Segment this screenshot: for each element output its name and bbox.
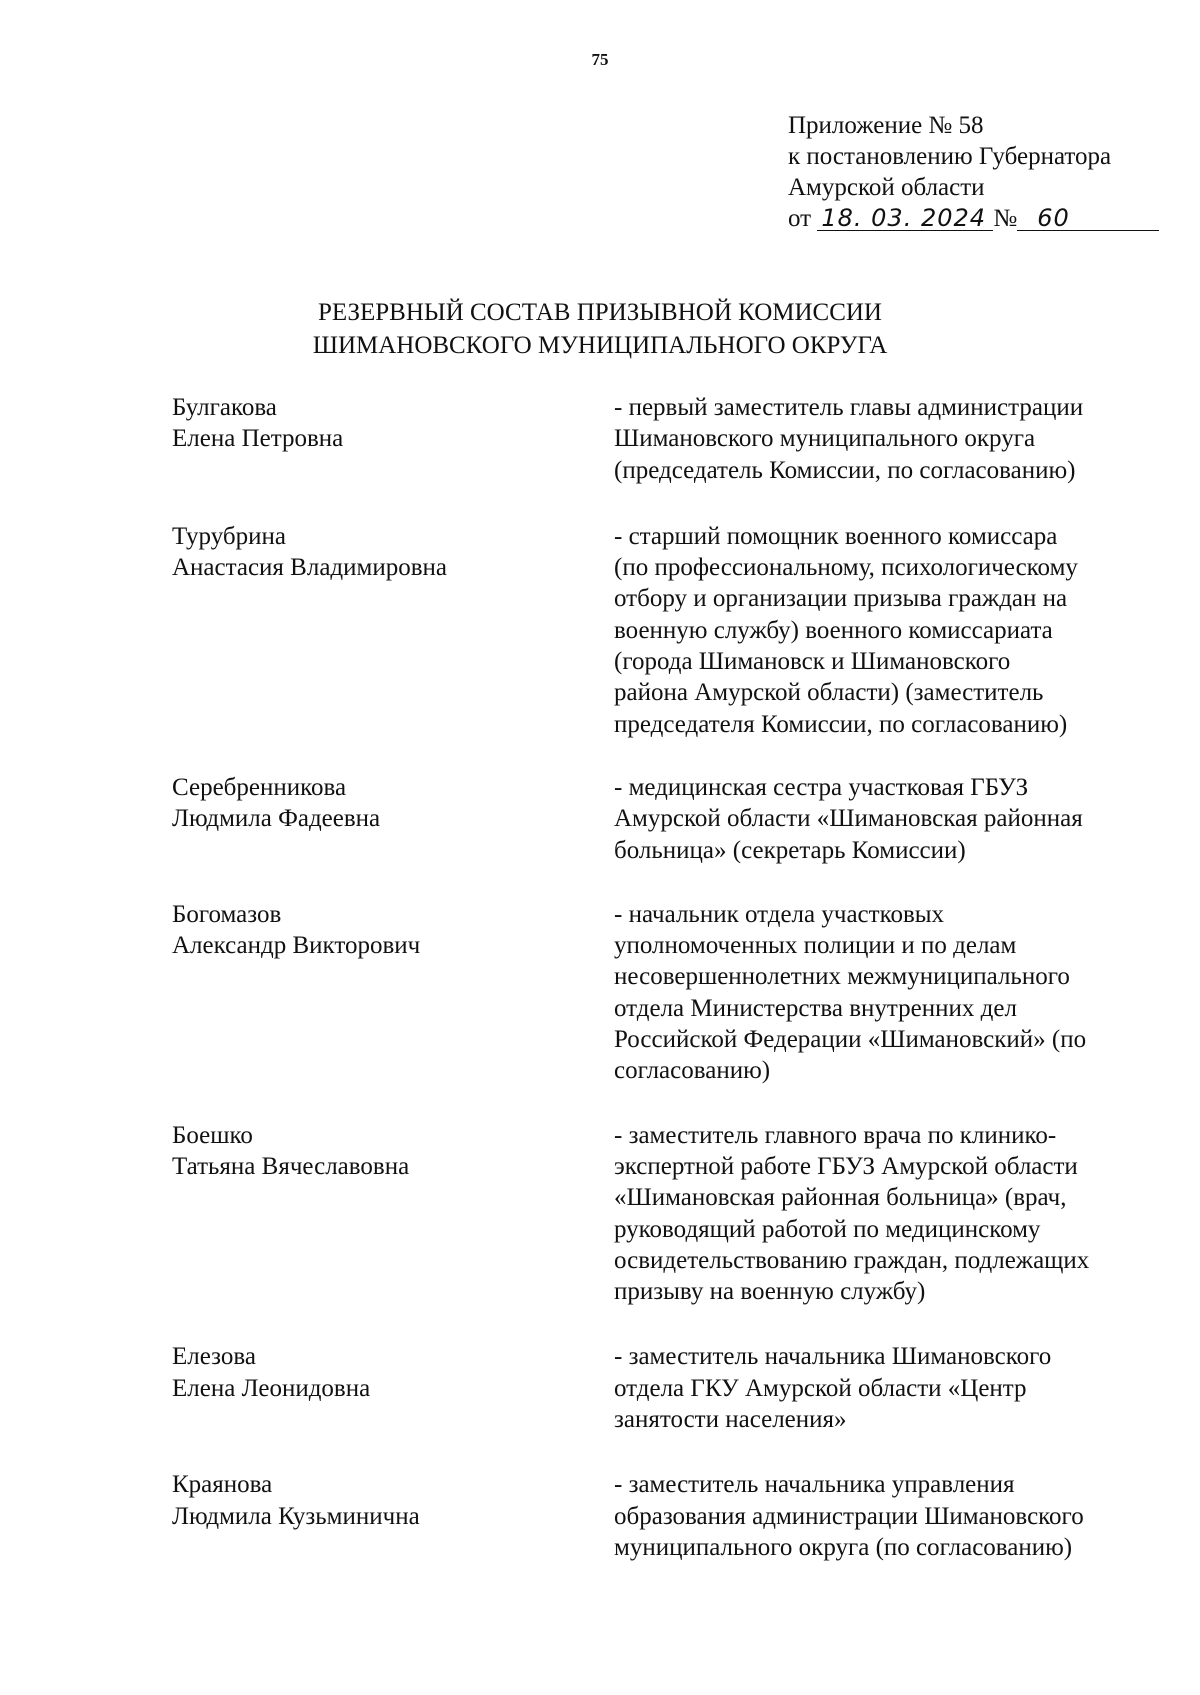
member-surname: Турубрина <box>172 522 286 550</box>
member-given-name: Людмила Фадеевна <box>172 805 381 833</box>
member-role-line: согласованию) <box>614 1057 771 1085</box>
member-role-line: отдела ГКУ Амурской области «Центр <box>614 1374 1027 1402</box>
member-role-line: (по профессиональному, психологическому <box>614 554 1078 582</box>
member-role <box>614 1341 1154 1435</box>
title-line-1: РЕЗЕРВНЫЙ СОСТАВ ПРИЗЫВНОЙ КОМИССИИ <box>317 299 882 326</box>
member-role-line: «Шимановская районная больница» (врач, <box>614 1184 1067 1212</box>
member-surname: Серебренникова <box>172 773 347 801</box>
member-name <box>172 521 614 740</box>
member-role-line: - заместитель начальника управления <box>614 1471 1015 1499</box>
member-name <box>172 1469 614 1563</box>
member-name <box>172 1341 614 1435</box>
member-role-line: Амурской области «Шимановская районная <box>614 805 1083 833</box>
handwritten-date: 18. 03. 2024 <box>817 206 993 231</box>
member-role-line: - старший помощник военного комиссара <box>614 522 1058 550</box>
member-surname: Булгакова <box>172 394 277 421</box>
member-role-line: Шимановского муниципального округа <box>614 425 1036 453</box>
member-role <box>614 1469 1154 1563</box>
member-name <box>172 392 614 486</box>
member-role-line: отдела Министерства внутренних дел <box>614 994 1017 1022</box>
member-row <box>172 392 1172 486</box>
member-role-line: председателя Комиссии, по согласованию) <box>614 710 1068 738</box>
member-role-line: района Амурской области) (заместитель <box>614 679 1044 707</box>
member-row <box>172 521 1172 740</box>
member-given-name: Татьяна Вячеславовна <box>172 1152 410 1180</box>
member-row <box>172 899 1172 1087</box>
member-surname: Богомазов <box>172 900 282 928</box>
member-role-line: больница» (секретарь Комиссии) <box>614 836 966 864</box>
member-given-name: Елена Петровна <box>172 425 344 453</box>
number-sign: № <box>993 205 1018 232</box>
date-prefix: от <box>788 205 812 232</box>
member-surname: Боешко <box>172 1121 253 1149</box>
member-role-line: - заместитель начальника Шимановского <box>614 1343 1052 1371</box>
member-surname: Краянова <box>172 1471 273 1499</box>
member-role-line: отбору и организации призыва граждан на <box>614 585 1068 613</box>
page-number: 75 <box>591 50 609 69</box>
member-role-line: руководящий работой по медицинскому <box>614 1215 1041 1243</box>
member-role-line: муниципального округа (по согласованию) <box>614 1533 1073 1561</box>
member-role <box>614 1120 1154 1308</box>
member-role-line: занятости населения» <box>614 1406 847 1434</box>
member-given-name: Людмила Кузьминична <box>172 1502 420 1530</box>
member-role-line: военную службу) военного комиссариата <box>614 616 1053 644</box>
member-name <box>172 772 614 866</box>
member-role-line: призыву на военную службу) <box>614 1278 926 1306</box>
member-role-line: - заместитель главного врача по клинико- <box>614 1121 1057 1149</box>
member-name <box>172 899 614 1087</box>
member-role-line: (председатель Комиссии, по согласованию) <box>614 456 1076 484</box>
member-row <box>172 1341 1172 1435</box>
appendix-header <box>788 110 1159 234</box>
member-role-line: освидетельствованию граждан, подлежащих <box>614 1246 1090 1274</box>
appendix-line-2: к постановлению Губернатора <box>788 143 1112 170</box>
appendix-line-3: Амурской области <box>788 174 985 201</box>
member-role-line: - первый заместитель главы администрации <box>614 394 1084 421</box>
member-role-line: уполномоченных полиции и по делам <box>614 932 1017 960</box>
member-role <box>614 521 1154 740</box>
member-row <box>172 772 1172 866</box>
member-role-line: образования администрации Шимановского <box>614 1502 1084 1530</box>
member-role <box>614 772 1154 866</box>
member-role-line: (города Шимановск и Шимановского <box>614 648 1011 676</box>
member-role-line: Российской Федерации «Шимановский» (по <box>614 1026 1087 1054</box>
member-surname: Елезова <box>172 1343 256 1371</box>
member-given-name: Александр Викторович <box>172 932 421 960</box>
member-role-line: - медицинская сестра участковая ГБУЗ <box>614 773 1029 801</box>
members-list <box>172 392 1172 1563</box>
handwritten-number: 60 <box>1017 206 1159 231</box>
appendix-line-1: Приложение № 58 <box>788 112 984 139</box>
member-name <box>172 1120 614 1308</box>
document-title <box>0 296 1200 362</box>
appendix-date-line <box>788 203 1159 234</box>
title-line-2: ШИМАНОВСКОГО МУНИЦИПАЛЬНОГО ОКРУГА <box>312 332 888 359</box>
member-row <box>172 1469 1172 1563</box>
member-role <box>614 392 1154 486</box>
member-role-line: экспертной работе ГБУЗ Амурской области <box>614 1152 1078 1180</box>
member-role <box>614 899 1154 1087</box>
member-role-line: - начальник отдела участковых <box>614 900 945 928</box>
member-given-name: Анастасия Владимировна <box>172 554 447 582</box>
member-role-line: несовершеннолетних межмуниципального <box>614 963 1070 991</box>
member-given-name: Елена Леонидовна <box>172 1374 371 1402</box>
member-row <box>172 1120 1172 1308</box>
